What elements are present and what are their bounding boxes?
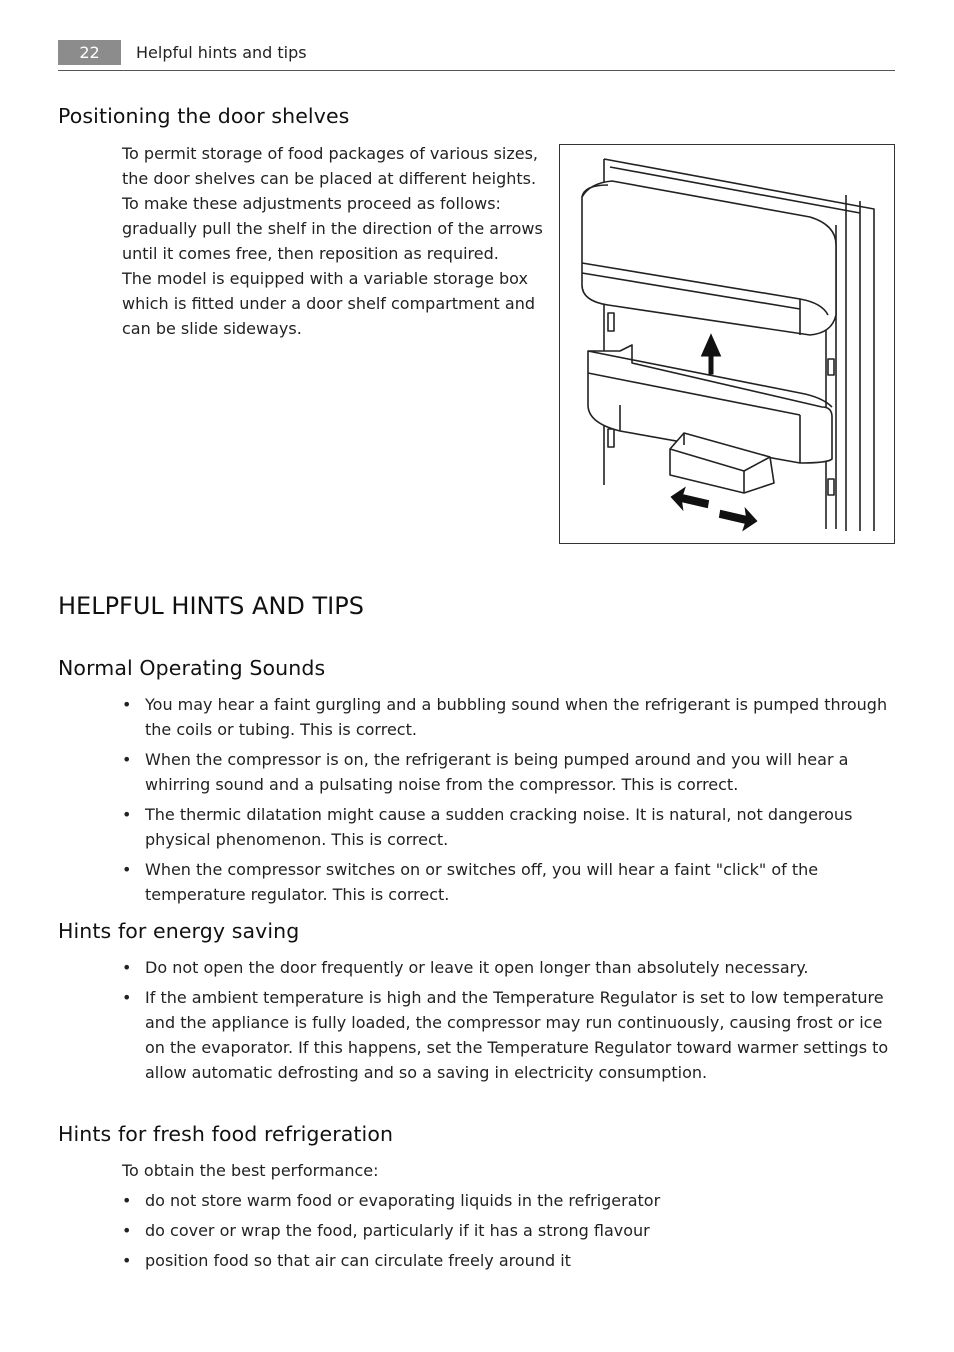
bullet-icon: • (122, 958, 132, 977)
positioning-paragraph: The model is equipped with a variable storage box which is fitted under a door shelf compartment and can be slide sideways. (122, 269, 536, 338)
positioning-paragraph: To permit storage of food packages of various sizes, the door shelves can be placed at different heights. (122, 144, 539, 188)
bullet-icon: • (122, 988, 132, 1007)
positioning-paragraph: To make these adjustments proceed as follows: gradually pull the shelf in the direction of the arrows until it comes free, then reposition as required. (122, 194, 543, 263)
page-header (58, 40, 895, 71)
door-shelf-figure (559, 144, 895, 544)
list-item-text: Do not open the door frequently or leave it open longer than absolutely necessary. (145, 958, 809, 977)
bullet-icon: • (122, 1191, 132, 1210)
page-number: 22 (58, 40, 121, 65)
positioning-heading: Positioning the door shelves (58, 104, 350, 128)
list-item (122, 692, 897, 742)
list-item (122, 747, 897, 797)
list-item (122, 1218, 897, 1243)
bullet-icon: • (122, 750, 132, 769)
list-item-text: do not store warm food or evaporating liquids in the refrigerator (145, 1191, 661, 1210)
bullet-icon: • (122, 805, 132, 824)
main-title: HELPFUL HINTS AND TIPS (58, 592, 364, 620)
bullet-icon: • (122, 695, 132, 714)
list-item-text: You may hear a faint gurgling and a bubbling sound when the refrigerant is pumped through the coils or tubing. This is correct. (145, 695, 888, 739)
list-item (122, 857, 897, 907)
fresh-intro: To obtain the best performance: (122, 1161, 379, 1180)
energy-heading: Hints for energy saving (58, 919, 300, 943)
fresh-heading: Hints for fresh food refrigeration (58, 1122, 394, 1146)
list-item-text: When the compressor switches on or switches off, you will hear a faint "click" of the temperature regulator. This is correct. (145, 860, 819, 904)
list-item-text: The thermic dilatation might cause a sudden cracking noise. It is natural, not dangerous physical phenomenon. This is correct. (145, 805, 853, 849)
list-item-text: position food so that air can circulate freely around it (145, 1251, 571, 1270)
list-item (122, 1248, 897, 1273)
list-item-text: do cover or wrap the food, particularly if it has a strong flavour (145, 1221, 650, 1240)
bullet-icon: • (122, 1221, 132, 1240)
bullet-icon: • (122, 1251, 132, 1270)
list-item (122, 1188, 897, 1213)
list-item-text: If the ambient temperature is high and the Temperature Regulator is set to low temperature and the appliance is fully loaded, the compressor may run continuously, causing frost or ice on the evaporator. If this happens, set the Temperature Regulator toward warmer settings to allow automatic defrosting and so a saving in electricity consumption. (145, 988, 889, 1082)
energy-list (122, 955, 897, 1090)
positioning-text (122, 141, 547, 341)
list-item-text: When the compressor is on, the refrigerant is being pumped around and you will hear a whirring sound and a pulsating noise from the compressor. This is correct. (145, 750, 849, 794)
sounds-heading: Normal Operating Sounds (58, 656, 326, 680)
list-item (122, 985, 897, 1085)
door-shelf-illustration (560, 145, 894, 543)
bullet-icon: • (122, 860, 132, 879)
sounds-list (122, 692, 897, 912)
list-item (122, 955, 897, 980)
list-item (122, 802, 897, 852)
header-title: Helpful hints and tips (136, 43, 307, 62)
fresh-list (122, 1188, 897, 1278)
